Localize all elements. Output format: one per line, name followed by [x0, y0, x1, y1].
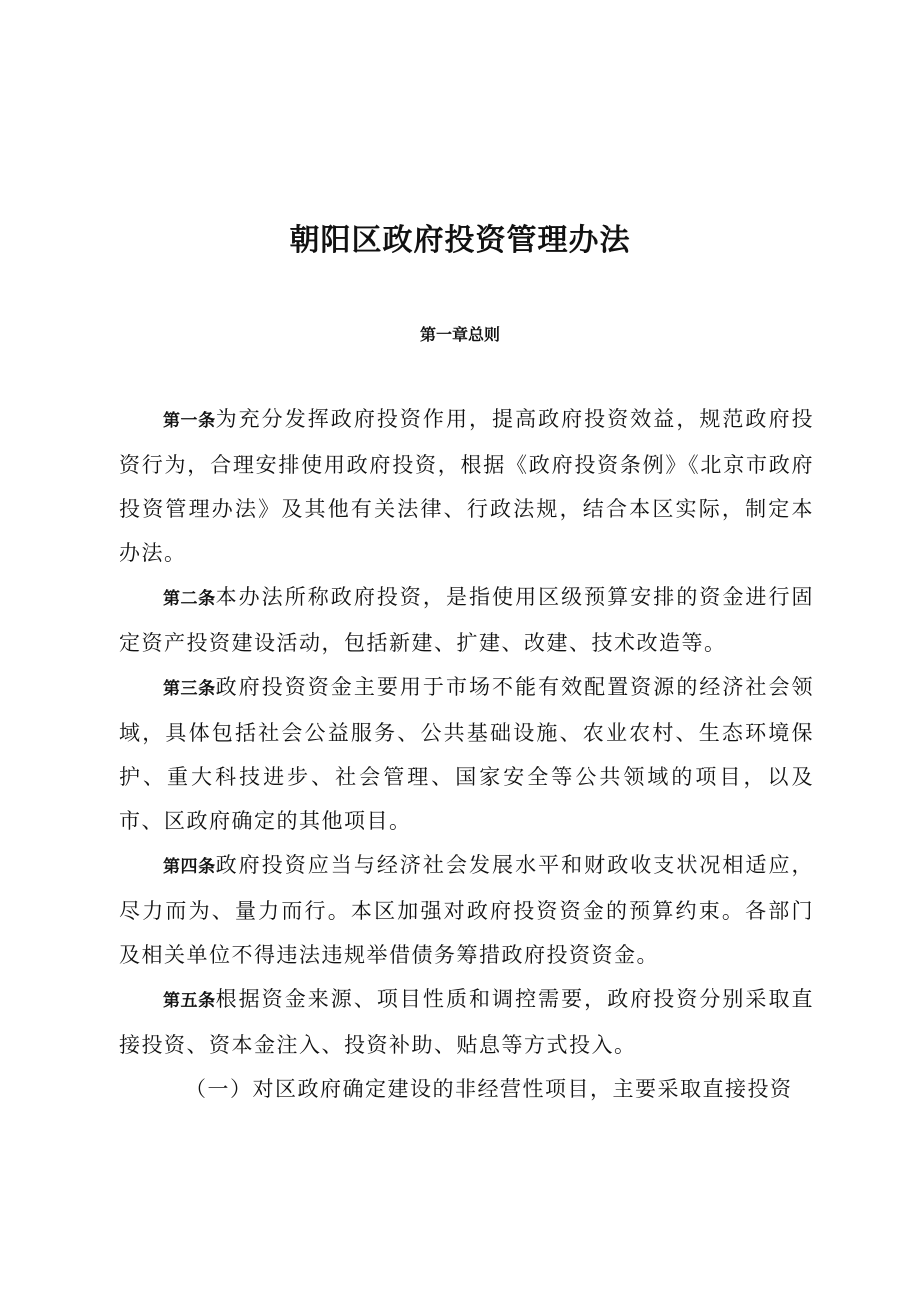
article-paragraph-1 — [119, 397, 814, 575]
article-number: 第二条 — [163, 589, 216, 609]
article-paragraph-3 — [119, 665, 814, 843]
article-paragraph-2 — [119, 575, 814, 665]
article-number: 第五条 — [163, 991, 216, 1011]
list-item-text: （一）对区政府确定建设的非经营性项目，主要采取直接投资 — [185, 1077, 793, 1101]
article-text: 为充分发挥政府投资作用，提高政府投资效益，规范政府投资行为，合理安排使用政府投资，根据《政府投资条例》《北京市政府投资管理办法》及其他有关法律、行政法规，结合本区实际，制定本办法。 — [119, 407, 814, 565]
article-text: 政府投资应当与经济社会发展水平和财政收支状况相适应，尽力而为、量力而行。本区加强对政府投资资金的预算约束。各部门及相关单位不得违法违规举借债务筹措政府投资资金。 — [119, 853, 814, 967]
article-text: 本办法所称政府投资，是指使用区级预算安排的资金进行固定资产投资建设活动，包括新建、扩建、改建、技术改造等。 — [119, 585, 814, 655]
document-body — [119, 397, 814, 1111]
document-title: 朝阳区政府投资管理办法 — [289, 223, 631, 258]
article-text: 政府投资资金主要用于市场不能有效配置资源的经济社会领域，具体包括社会公益服务、公共基础设施、农业农村、生态环境保护、重大科技进步、社会管理、国家安全等公共领域的项目，以及市、区政府确定的其他项目。 — [119, 675, 814, 833]
article-paragraph-5 — [119, 977, 814, 1067]
article-number: 第一条 — [163, 411, 216, 431]
article-number: 第四条 — [163, 857, 216, 877]
article-number: 第三条 — [163, 679, 216, 699]
chapter-heading: 第一章总则 — [419, 325, 500, 344]
list-item-paragraph — [119, 1067, 814, 1111]
article-text: 根据资金来源、项目性质和调控需要，政府投资分别采取直接投资、资本金注入、投资补助、贴息等方式投入。 — [119, 987, 814, 1057]
article-paragraph-4 — [119, 843, 814, 977]
